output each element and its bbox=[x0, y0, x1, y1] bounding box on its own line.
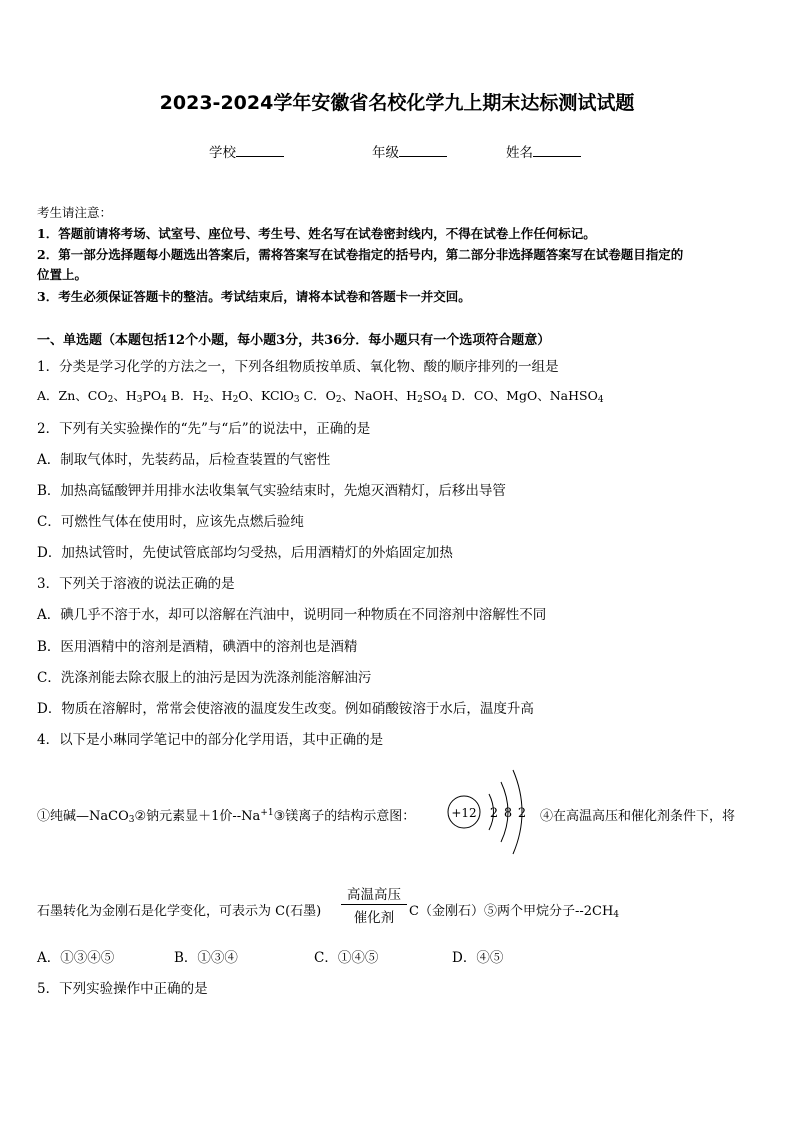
grade-blank[interactable] bbox=[399, 144, 447, 157]
q1-stem: 1．分类是学习化学的方法之一，下列各组物质按单质、氧化物、酸的顺序排列的一组是 bbox=[37, 359, 559, 375]
q2-option-d: D．加热试管时，先使试管底部均匀受热，后用酒精灯的外焰固定加热 bbox=[37, 545, 453, 561]
condition-top: 高温高压 bbox=[347, 887, 401, 903]
school-field bbox=[209, 141, 284, 161]
q3-option-c: C．洗涤剂能去除衣服上的油污是因为洗涤剂能溶解油污 bbox=[37, 670, 372, 686]
school-label: 学校 bbox=[209, 145, 236, 161]
q4-option-d: D．④⑤ bbox=[452, 950, 504, 966]
reaction-condition bbox=[341, 883, 407, 926]
q3-option-d: D．物质在溶解时，常常会使溶液的温度发生改变。例如硝酸铵溶于水后，温度升高 bbox=[37, 701, 534, 717]
notice-heading: 考生请注意： bbox=[37, 205, 113, 220]
magnesium-ion-diagram bbox=[445, 766, 535, 858]
q1-option-a: A．Zn、CO bbox=[37, 388, 108, 403]
q4-line-1-right: ④在高温高压和催化剂条件下，将 bbox=[540, 809, 736, 824]
q3-option-a: A．碘几乎不溶于水，却可以溶解在汽油中，说明同一种物质在不同溶剂中溶解性不同 bbox=[37, 607, 547, 623]
shell-3-electrons: 2 bbox=[517, 806, 527, 821]
notice-item-2-cont: 位置上。 bbox=[37, 267, 88, 282]
name-label: 姓名 bbox=[506, 145, 533, 161]
q1-options: A．Zn、$CO_2$、$H_3PO_4$ B．$H_2$、$H_2O$、KClO$_3$ C．$O_2$、NaOH、$H_2SO_4$ D．CO、MgO、NaHSO$_4$ bbox=[37, 388, 604, 405]
section-1-heading: 一、单选题（本题包括12个小题，每小题3分，共36分．每小题只有一个选项符合题意） bbox=[37, 333, 551, 348]
condition-bottom: 催化剂 bbox=[353, 910, 395, 926]
q1-option-d: D．CO、MgO、NaHSO bbox=[447, 388, 598, 403]
q4-option-a: A．①③④⑤ bbox=[37, 950, 115, 966]
q4-line-2-left: 石墨转化为金刚石是化学变化，可表示为 C(石墨) bbox=[37, 904, 322, 919]
q4-line-1-left: ①纯碱—NaCO$_3$②钠元素显＋1价$--Na^{+1}③$镁离子的结构示意图： bbox=[37, 808, 416, 825]
q5-stem: 5．下列实验操作中正确的是 bbox=[37, 981, 208, 997]
q1-option-c: C．O bbox=[299, 388, 336, 403]
school-blank[interactable] bbox=[236, 144, 284, 157]
q3-stem: 3．下列关于溶液的说法正确的是 bbox=[37, 576, 235, 592]
q4-stem: 4．以下是小琳同学笔记中的部分化学用语，其中正确的是 bbox=[37, 732, 384, 748]
shell-1-electrons: 2 bbox=[489, 806, 499, 821]
page-title: 2023-2024学年安徽省名校化学九上期末达标测试试题 bbox=[159, 92, 635, 114]
notice-item-3: 3．考生必须保证答题卡的整洁。考试结束后，请将本试卷和答题卡一并交回。 bbox=[37, 289, 471, 304]
q1-option-b: B．H bbox=[166, 388, 204, 403]
grade-label: 年级 bbox=[372, 145, 399, 161]
shell-2-electrons: 8 bbox=[503, 806, 513, 821]
name-field bbox=[506, 141, 581, 161]
q4-option-c: C．①④⑤ bbox=[314, 950, 379, 966]
name-blank[interactable] bbox=[533, 144, 581, 157]
q2-option-b: B．加热高锰酸钾并用排水法收集氧气实验结束时，先熄灭酒精灯，后移出导管 bbox=[37, 483, 506, 499]
grade-field bbox=[372, 141, 447, 161]
condition-arrow bbox=[341, 904, 407, 905]
q3-option-b: B．医用酒精中的溶剂是酒精，碘酒中的溶剂也是酒精 bbox=[37, 639, 358, 655]
q2-stem: 2．下列有关实验操作的“先”与“后”的说法中，正确的是 bbox=[37, 421, 371, 437]
nucleus-charge: +12 bbox=[451, 806, 477, 820]
q4-option-b: B．①③④ bbox=[174, 950, 238, 966]
notice-item-2: 2．第一部分选择题每小题选出答案后，需将答案写在试卷指定的括号内，第二部分非选择题答案写在试卷题目指定的 bbox=[37, 247, 684, 262]
q2-option-c: C．可燃性气体在使用时，应该先点燃后验纯 bbox=[37, 514, 304, 530]
q2-option-a: A．制取气体时，先装药品，后检查装置的气密性 bbox=[37, 452, 331, 468]
q4-line-2-right: C（金刚石）⑤两个甲烷分子$--2CH_4$ bbox=[409, 904, 620, 920]
notice-item-1: 1．答题前请将考场、试室号、座位号、考生号、姓名写在试卷密封线内，不得在试卷上作任何标记。 bbox=[37, 226, 596, 241]
